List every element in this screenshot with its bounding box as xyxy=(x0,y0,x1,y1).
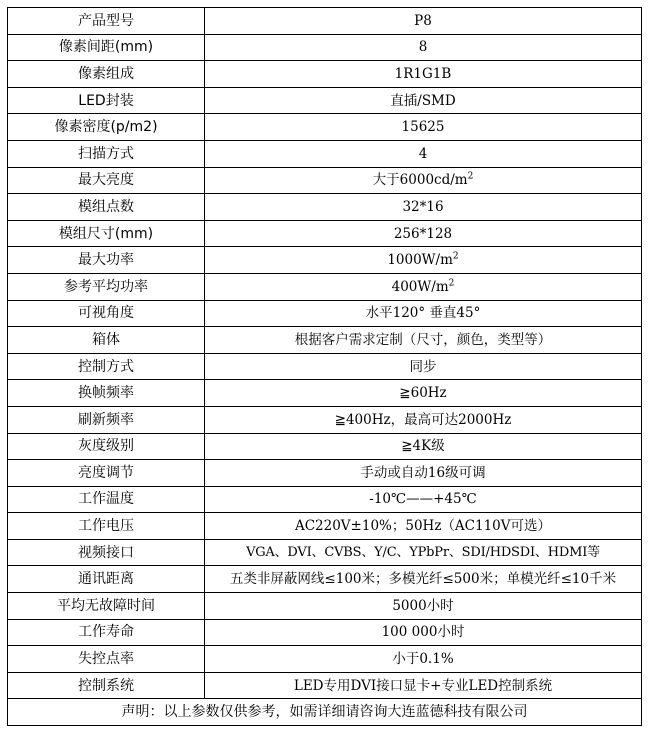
spec-value-text: 100 000小时 xyxy=(381,624,465,641)
spec-label: 视频接口 xyxy=(8,539,205,566)
spec-value-text: 直插/SMD xyxy=(390,92,456,109)
spec-label: 工作温度 xyxy=(8,486,205,513)
spec-row xyxy=(8,8,642,35)
spec-row xyxy=(8,486,642,513)
spec-row xyxy=(8,273,642,300)
spec-row xyxy=(8,34,642,61)
spec-label: 最大功率 xyxy=(8,247,205,274)
spec-value-text: P8 xyxy=(414,12,432,29)
spec-label: 刷新频率 xyxy=(8,406,205,433)
spec-value-text: 大于6000cd/m xyxy=(372,172,468,189)
spec-value xyxy=(205,593,642,620)
spec-value-text: ≧400Hz，最高可达2000Hz xyxy=(334,411,512,428)
spec-value-text: 根据客户需求定制（尺寸，颜色，类型等） xyxy=(294,331,552,348)
spec-value-text: 15625 xyxy=(401,119,445,136)
spec-row xyxy=(8,460,642,487)
spec-value xyxy=(205,460,642,487)
spec-label: 工作电压 xyxy=(8,513,205,540)
spec-label: 模组尺寸(mm) xyxy=(8,220,205,247)
spec-row xyxy=(8,114,642,141)
spec-value-text: 同步 xyxy=(409,358,437,375)
spec-row xyxy=(8,380,642,407)
spec-value-text: 五类非屏蔽网线≤100米；多模光纤≤500米；单模光纤≤10千米 xyxy=(229,571,617,588)
spec-row xyxy=(8,300,642,327)
spec-value xyxy=(205,539,642,566)
spec-value xyxy=(205,220,642,247)
spec-value xyxy=(205,87,642,114)
spec-value xyxy=(205,327,642,354)
spec-row xyxy=(8,406,642,433)
unit-superscript: 2 xyxy=(452,251,459,262)
spec-label: 产品型号 xyxy=(8,8,205,35)
spec-value xyxy=(205,433,642,460)
footer-row xyxy=(8,699,642,726)
spec-row xyxy=(8,513,642,540)
spec-label: 平均无故障时间 xyxy=(8,593,205,620)
spec-value xyxy=(205,140,642,167)
spec-value xyxy=(205,194,642,221)
spec-value-text: 8 xyxy=(418,39,428,56)
spec-value-text: 5000小时 xyxy=(392,597,454,614)
spec-label: 参考平均功率 xyxy=(8,273,205,300)
spec-value xyxy=(205,672,642,699)
spec-label: 换帧频率 xyxy=(8,380,205,407)
spec-label: LED封装 xyxy=(8,87,205,114)
spec-value xyxy=(205,619,642,646)
spec-value-text: 水平120° 垂直45° xyxy=(365,305,481,322)
spec-row xyxy=(8,646,642,673)
spec-value-text: AC220V±10%；50Hz（AC110V可选） xyxy=(294,518,552,535)
spec-value xyxy=(205,247,642,274)
spec-value-text: 400W/m xyxy=(391,278,449,295)
spec-label: 最大亮度 xyxy=(8,167,205,194)
spec-row xyxy=(8,327,642,354)
spec-value xyxy=(205,406,642,433)
spec-row xyxy=(8,619,642,646)
spec-label: 像素组成 xyxy=(8,61,205,88)
spec-value xyxy=(205,34,642,61)
spec-row xyxy=(8,672,642,699)
spec-label: 失控点率 xyxy=(8,646,205,673)
spec-value-text: -10℃——+45℃ xyxy=(369,491,477,508)
spec-row xyxy=(8,353,642,380)
spec-row xyxy=(8,61,642,88)
spec-label: 控制系统 xyxy=(8,672,205,699)
spec-label: 箱体 xyxy=(8,327,205,354)
spec-value xyxy=(205,646,642,673)
spec-label: 扫描方式 xyxy=(8,140,205,167)
spec-value xyxy=(205,61,642,88)
spec-value xyxy=(205,167,642,194)
spec-value xyxy=(205,8,642,35)
spec-value xyxy=(205,273,642,300)
spec-value xyxy=(205,353,642,380)
spec-label: 像素间距(mm) xyxy=(8,34,205,61)
spec-value-text: 256*128 xyxy=(393,225,453,242)
spec-value-text: 手动或自动16级可调 xyxy=(360,464,486,481)
spec-label: 可视角度 xyxy=(8,300,205,327)
spec-label: 工作寿命 xyxy=(8,619,205,646)
unit-superscript: 2 xyxy=(448,278,455,289)
spec-table xyxy=(7,7,642,726)
spec-value-text: VGA、DVI、CVBS、Y/C、YPbPr、SDI/HDSDI、HDMI等 xyxy=(246,544,600,560)
spec-value xyxy=(205,380,642,407)
spec-value xyxy=(205,114,642,141)
spec-row xyxy=(8,140,642,167)
spec-label: 亮度调节 xyxy=(8,460,205,487)
spec-value-text: 4 xyxy=(418,145,428,162)
spec-row xyxy=(8,433,642,460)
spec-value-text: 1000W/m xyxy=(387,252,453,269)
spec-label: 像素密度(p/m2) xyxy=(8,114,205,141)
spec-row xyxy=(8,167,642,194)
unit-superscript: 2 xyxy=(467,171,474,182)
spec-value-text: 小于0.1% xyxy=(392,651,454,668)
spec-row xyxy=(8,593,642,620)
spec-row xyxy=(8,194,642,221)
spec-row xyxy=(8,539,642,566)
spec-label: 控制方式 xyxy=(8,353,205,380)
spec-value xyxy=(205,513,642,540)
spec-table-body xyxy=(8,8,642,726)
spec-value-text: LED专用DVI接口显卡+专业LED控制系统 xyxy=(293,677,553,694)
spec-value-text: 1R1G1B xyxy=(394,65,452,82)
spec-value xyxy=(205,486,642,513)
spec-value-text: 32*16 xyxy=(402,198,444,215)
spec-row xyxy=(8,247,642,274)
spec-value xyxy=(205,300,642,327)
spec-value-text: ≧4K级 xyxy=(401,438,445,455)
disclaimer-text: 声明：以上参数仅供参考，如需详细请咨询大连蓝德科技有限公司 xyxy=(8,699,642,726)
spec-label: 通讯距离 xyxy=(8,566,205,593)
spec-value-text: ≧60Hz xyxy=(399,385,447,402)
spec-value xyxy=(205,566,642,593)
spec-row xyxy=(8,566,642,593)
spec-label: 灰度级别 xyxy=(8,433,205,460)
spec-row xyxy=(8,87,642,114)
spec-label: 模组点数 xyxy=(8,194,205,221)
spec-row xyxy=(8,220,642,247)
